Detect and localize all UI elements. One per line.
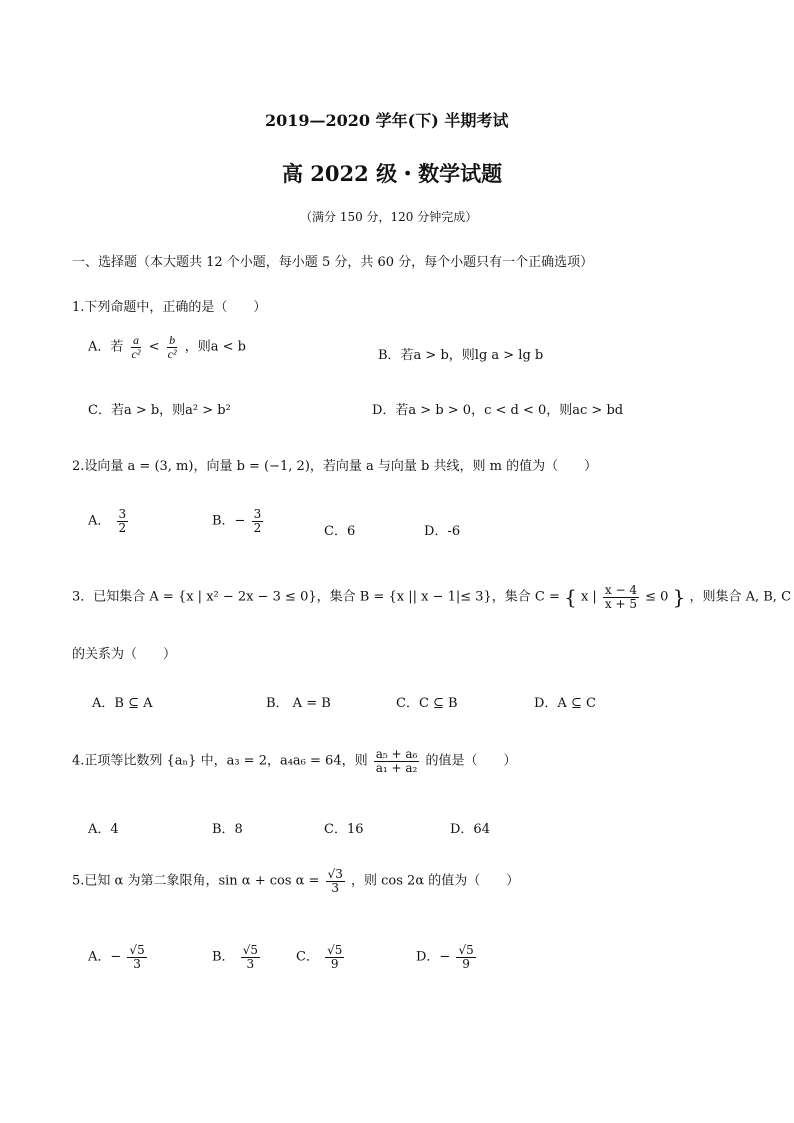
q5-b-den: 3: [246, 956, 255, 971]
q5-option-d: [416, 944, 478, 970]
q3-brace-close: }: [672, 585, 686, 610]
q1-stem: 1.下列命题中，正确的是（ ）: [72, 300, 267, 315]
q4-den: a₁ + a₂: [375, 760, 418, 775]
q3-set-var: x |: [580, 589, 597, 605]
q1-option-b: B．若a > b，则lg a > lg b: [378, 348, 544, 363]
q5-part1: 5.已知 α 为第二象限角，sin α + cos α =: [72, 873, 320, 889]
q5-num: √3: [327, 867, 343, 881]
q4-option-d: D．64: [450, 822, 490, 837]
q5-den: 3: [331, 880, 340, 895]
q2-a-den: 2: [118, 520, 127, 535]
q5-d-frac: [456, 944, 475, 970]
q5-a-label: A．−: [88, 949, 122, 965]
q5-c-den: 9: [330, 956, 339, 971]
q2-option-c: C．6: [324, 524, 356, 539]
q5-c-num: √5: [327, 943, 343, 957]
q4-part1: 4.正项等比数列 {aₙ} 中，a₃ = 2，a₄a₆ = 64，则: [72, 753, 368, 769]
q1-a-frac2: [166, 334, 179, 360]
q4-option-a: A．4: [88, 822, 119, 837]
q3-stem-line2: 的关系为（ ）: [72, 647, 177, 662]
section-heading: 一、选择题（本大题共 12 个小题，每小题 5 分，共 60 分，每个小题只有一个正确选项）: [72, 255, 594, 270]
q5-a-frac: [127, 944, 146, 970]
q5-d-den: 9: [462, 956, 470, 971]
q3-den: x + 5: [604, 596, 638, 611]
q5-a-den: 3: [133, 956, 141, 971]
q4-option-c: C．16: [324, 822, 364, 837]
q3-option-a: A．B ⊆ A: [92, 696, 153, 711]
score-note: （满分 150 分，120 分钟完成）: [300, 210, 478, 224]
q3-part1: 3．已知集合 A = {x | x² − 2x − 3 ≤ 0}，集合 B = {x || x − 1|≤ 3}，集合 C =: [72, 589, 560, 605]
q5-stem: [72, 868, 519, 894]
q1-a-frac1-num: a: [133, 333, 139, 347]
q3-option-c: C．C ⊆ B: [396, 696, 458, 711]
q2-option-d: D．-6: [424, 524, 461, 539]
q5-b-frac: [241, 944, 260, 970]
q1-option-d: D．若a > b > 0，c < d < 0，则ac > bd: [372, 403, 624, 418]
q4-part2: 的值是（ ）: [425, 753, 517, 769]
q5-c-label: C．: [296, 949, 319, 965]
q3-brace-open: {: [564, 585, 577, 610]
exam-term: 2019—2020 学年(下) 半期考试: [265, 111, 509, 130]
q5-d-label: D．−: [416, 949, 451, 965]
q1-option-a: [88, 334, 246, 360]
q4-stem: [72, 748, 517, 774]
q5-option-b: [212, 944, 262, 970]
q3-part3: ，则集合 A, B, C: [689, 589, 792, 605]
q2-option-a: [88, 508, 130, 534]
q3-option-b: B． A = B: [266, 696, 331, 711]
q3-option-d: D．A ⊆ C: [534, 696, 596, 711]
q1-a-frac1-den: c²: [131, 346, 141, 361]
q3-stem: [72, 584, 791, 610]
q2-b-num: 3: [253, 507, 262, 521]
q2-a-label: A．: [88, 513, 111, 529]
q2-b-label: B．−: [212, 513, 246, 529]
q3-frac: [603, 584, 639, 610]
q2-a-frac: [117, 508, 129, 534]
q2-stem: 2.设向量 a = (3, m)，向量 b = (−1, 2)，若向量 a 与向量 b 共线，则 m 的值为（ ）: [72, 459, 598, 474]
q1-a-prefix: A．若: [88, 339, 124, 355]
q2-option-b: [212, 508, 265, 534]
q5-frac: [326, 868, 345, 894]
q3-num: x − 4: [604, 583, 638, 597]
q5-b-num: √5: [242, 943, 258, 957]
q5-option-a: [88, 944, 149, 970]
q5-part2: ，则 cos 2α 的值为（ ）: [351, 873, 520, 889]
q1-a-frac1: [130, 334, 143, 360]
q2-b-den: 2: [253, 520, 262, 535]
q1-a-frac2-den: c²: [167, 346, 177, 361]
q5-d-num: √5: [458, 943, 474, 957]
q2-b-frac: [252, 508, 264, 534]
q5-option-c: [296, 944, 346, 970]
q1-a-suffix: ，则a < b: [184, 339, 246, 355]
q2-a-num: 3: [118, 507, 127, 521]
page-title: 高 2022 级・数学试题: [282, 161, 503, 186]
q4-option-b: B．8: [212, 822, 243, 837]
q5-c-frac: [325, 944, 344, 970]
q1-option-c: C．若a > b，则a² > b²: [88, 403, 231, 418]
q3-ineq: ≤ 0: [645, 589, 669, 605]
q5-a-num: √5: [129, 943, 145, 957]
q1-a-frac2-num: b: [169, 333, 176, 347]
q5-b-label: B．: [212, 949, 235, 965]
q4-frac: [374, 748, 420, 774]
q1-a-lt: <: [148, 339, 160, 355]
q4-num: a₅ + a₆: [375, 747, 418, 761]
